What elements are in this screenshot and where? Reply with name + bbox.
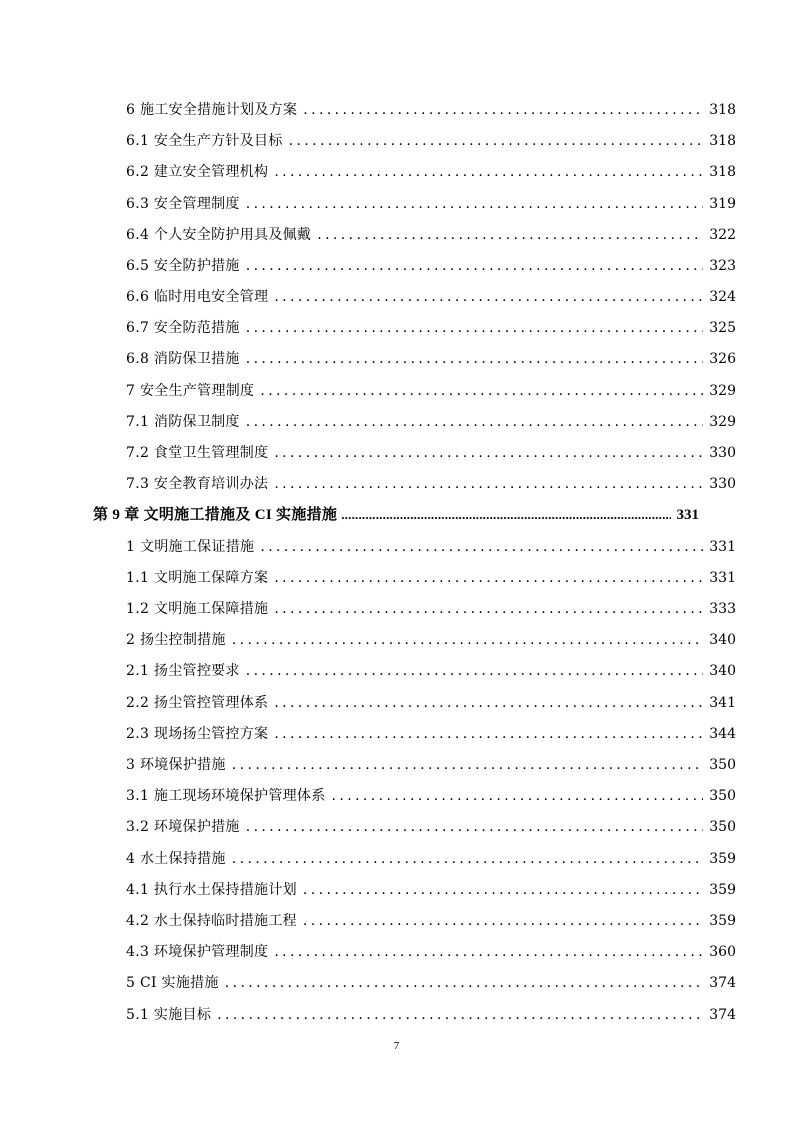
toc-entry-page: 344 bbox=[709, 726, 736, 742]
toc-entry-page: 318 bbox=[709, 164, 736, 180]
dot-leader bbox=[274, 599, 703, 619]
toc-entry-page: 350 bbox=[709, 757, 736, 773]
dot-leader bbox=[246, 817, 704, 837]
dot-leader bbox=[232, 849, 704, 869]
dot-leader bbox=[260, 537, 703, 557]
dot-leader bbox=[274, 287, 703, 307]
toc-entry-page: 374 bbox=[709, 1007, 736, 1023]
toc-entry-label: 1 文明施工保证措施 bbox=[126, 539, 255, 555]
toc-entry[interactable] bbox=[126, 969, 736, 993]
toc-entry-page: 350 bbox=[709, 788, 736, 804]
toc-entry[interactable] bbox=[126, 190, 736, 214]
toc-entry[interactable] bbox=[126, 782, 736, 806]
toc-chapter-entry[interactable] bbox=[93, 501, 699, 525]
dot-leader bbox=[274, 568, 703, 588]
toc-entry-page: 329 bbox=[709, 383, 736, 399]
dot-leader bbox=[317, 225, 703, 245]
dot-leader bbox=[260, 381, 703, 401]
toc-entry[interactable] bbox=[126, 439, 736, 463]
toc-entry[interactable] bbox=[126, 252, 736, 276]
toc-entry-label: 6.6 临时用电安全管理 bbox=[126, 289, 269, 305]
toc-entry-page: 326 bbox=[709, 351, 736, 367]
toc-entry[interactable] bbox=[126, 751, 736, 775]
toc-entry[interactable] bbox=[126, 158, 736, 182]
toc-entry[interactable] bbox=[126, 470, 736, 494]
toc-entry[interactable] bbox=[126, 657, 736, 681]
page-number-footer: 7 bbox=[393, 1040, 400, 1052]
toc-entry-page: 340 bbox=[709, 663, 736, 679]
dot-leader bbox=[274, 162, 703, 182]
toc-entry[interactable] bbox=[126, 314, 736, 338]
dot-leader bbox=[274, 443, 703, 463]
toc-chapter-label: 第 9 章 文明施工措施及 CI 实施措施 bbox=[93, 507, 338, 523]
toc-entry-label: 4.1 执行水土保持措施计划 bbox=[126, 882, 297, 898]
dot-leader bbox=[246, 661, 704, 681]
toc-entry-label: 2 扬尘控制措施 bbox=[126, 632, 226, 648]
toc-chapter-page: 331 bbox=[676, 507, 699, 523]
toc-entry-page: 359 bbox=[709, 851, 736, 867]
toc-entry-page: 340 bbox=[709, 632, 736, 648]
toc-entry-label: 3.2 环境保护措施 bbox=[126, 819, 240, 835]
toc-entry-label: 6.1 安全生产方针及目标 bbox=[126, 133, 283, 149]
toc-entry-label: 7.3 安全教育培训办法 bbox=[126, 476, 269, 492]
toc-entry-page: 325 bbox=[709, 320, 736, 336]
toc-entry[interactable] bbox=[126, 345, 736, 369]
toc-entry-page: 318 bbox=[709, 102, 736, 118]
toc-entry-label: 4 水土保持措施 bbox=[126, 851, 226, 867]
toc-entry-page: 374 bbox=[709, 975, 736, 991]
toc-entry[interactable] bbox=[126, 845, 736, 869]
dot-leader bbox=[246, 194, 704, 214]
toc-entry[interactable] bbox=[126, 221, 736, 245]
toc-entry-label: 3 环境保护措施 bbox=[126, 757, 226, 773]
dot-leader bbox=[232, 755, 704, 775]
toc-entry[interactable] bbox=[126, 377, 736, 401]
toc-entry[interactable] bbox=[126, 408, 736, 432]
toc-entry-label: 6.5 安全防护措施 bbox=[126, 258, 240, 274]
dot-leader bbox=[341, 505, 671, 525]
toc-entry[interactable] bbox=[126, 720, 736, 744]
toc-entry[interactable] bbox=[126, 689, 736, 713]
dot-leader bbox=[274, 942, 703, 962]
toc-entry-page: 333 bbox=[709, 601, 736, 617]
toc-entry-page: 359 bbox=[709, 913, 736, 929]
dot-leader bbox=[246, 412, 704, 432]
toc-entry[interactable] bbox=[126, 564, 736, 588]
dot-leader bbox=[303, 880, 703, 900]
toc-entry-page: 324 bbox=[709, 289, 736, 305]
toc-entry[interactable] bbox=[126, 96, 736, 120]
toc-entry-page: 331 bbox=[709, 539, 736, 555]
dot-leader bbox=[246, 256, 704, 276]
toc-entry[interactable] bbox=[126, 595, 736, 619]
toc-entry-label: 7 安全生产管理制度 bbox=[126, 383, 255, 399]
toc-entry-page: 350 bbox=[709, 819, 736, 835]
toc-entry[interactable] bbox=[126, 127, 736, 151]
toc-entry-label: 7.1 消防保卫制度 bbox=[126, 414, 240, 430]
toc-entry-page: 330 bbox=[709, 476, 736, 492]
toc-entry[interactable] bbox=[126, 626, 736, 650]
toc-entry-page: 318 bbox=[709, 133, 736, 149]
toc-entry-label: 6 施工安全措施计划及方案 bbox=[126, 102, 298, 118]
toc-entry[interactable] bbox=[126, 1001, 736, 1025]
dot-leader bbox=[303, 100, 703, 120]
dot-leader bbox=[274, 474, 703, 494]
toc-entry-label: 5.1 实施目标 bbox=[126, 1007, 212, 1023]
dot-leader bbox=[332, 786, 704, 806]
dot-leader bbox=[274, 724, 703, 744]
toc-entry[interactable] bbox=[126, 907, 736, 931]
toc-entry-page: 330 bbox=[709, 445, 736, 461]
toc-entry-label: 4.3 环境保护管理制度 bbox=[126, 944, 269, 960]
toc-entry-page: 341 bbox=[709, 695, 736, 711]
toc-entry-label: 6.3 安全管理制度 bbox=[126, 196, 240, 212]
toc-entry[interactable] bbox=[126, 813, 736, 837]
toc-entry-label: 4.2 水土保持临时措施工程 bbox=[126, 913, 297, 929]
toc-entry[interactable] bbox=[126, 938, 736, 962]
toc-entry-page: 331 bbox=[709, 570, 736, 586]
toc-entry-label: 1.1 文明施工保障方案 bbox=[126, 570, 269, 586]
toc-entry-label: 1.2 文明施工保障措施 bbox=[126, 601, 269, 617]
toc-entry-label: 2.2 扬尘管控管理体系 bbox=[126, 695, 269, 711]
toc-entry-label: 7.2 食堂卫生管理制度 bbox=[126, 445, 269, 461]
toc-entry-page: 323 bbox=[709, 258, 736, 274]
dot-leader bbox=[225, 973, 704, 993]
toc-entry-label: 6.8 消防保卫措施 bbox=[126, 351, 240, 367]
toc-entry-page: 322 bbox=[709, 227, 736, 243]
toc-entry[interactable] bbox=[126, 876, 736, 900]
toc-entry-page: 359 bbox=[709, 882, 736, 898]
dot-leader bbox=[217, 1005, 703, 1025]
toc-entry-label: 3.1 施工现场环境保护管理体系 bbox=[126, 788, 326, 804]
dot-leader bbox=[232, 630, 704, 650]
dot-leader bbox=[246, 349, 704, 369]
dot-leader bbox=[303, 911, 703, 931]
toc-entry[interactable] bbox=[126, 533, 736, 557]
dot-leader bbox=[246, 318, 704, 338]
toc-entry[interactable] bbox=[126, 283, 736, 307]
toc-entry-page: 319 bbox=[709, 196, 736, 212]
toc-entry-page: 360 bbox=[709, 944, 736, 960]
toc-entry-page: 329 bbox=[709, 414, 736, 430]
toc-entry-label: 6.7 安全防范措施 bbox=[126, 320, 240, 336]
dot-leader bbox=[274, 693, 703, 713]
toc-entry-label: 6.4 个人安全防护用具及佩戴 bbox=[126, 227, 312, 243]
toc-entry-label: 2.1 扬尘管控要求 bbox=[126, 663, 240, 679]
toc-entry-label: 5 CI 实施措施 bbox=[126, 975, 219, 991]
dot-leader bbox=[289, 131, 704, 151]
toc-entry-label: 2.3 现场扬尘管控方案 bbox=[126, 726, 269, 742]
toc-entry-label: 6.2 建立安全管理机构 bbox=[126, 164, 269, 180]
